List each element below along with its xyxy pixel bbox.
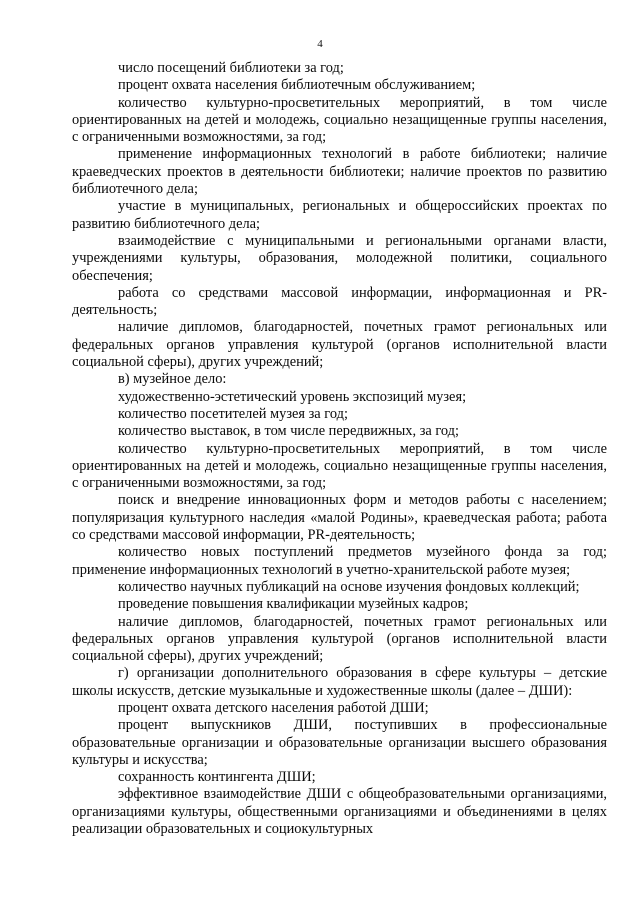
paragraph: количество посетителей музея за год; bbox=[118, 405, 348, 422]
paragraph: участие в муниципальных, региональных и общероссийских проектах по развитию библиотечного дела; bbox=[72, 198, 607, 232]
paragraph: применение информационных технологий в работе библиотеки; наличие краеведческих проектов в деятельности библиотеки; наличие проектов по развитию библиотечного дела; bbox=[72, 146, 607, 198]
paragraph: число посещений библиотеки за год; bbox=[118, 60, 344, 76]
paragraph: процент выпускников ДШИ, поступивших в профессиональные образовательные организации и образовательные организации высшего образования культуры и искусства; bbox=[72, 717, 607, 768]
paragraph: количество научных публикаций на основе изучения фондовых коллекций; bbox=[118, 578, 580, 595]
paragraph: сохранность контингента ДШИ; bbox=[118, 769, 316, 786]
paragraph: количество выставок, в том числе передвижных, за год; bbox=[118, 423, 460, 440]
paragraph: поиск и внедрение инновационных форм и методов работы с населением; популяризация культурного наследия «малой Родины», краеведческая работа; работа со средствами массовой информации, PR-деятельность; bbox=[72, 492, 607, 544]
paragraph: наличие дипломов, благодарностей, почетных грамот региональных или федеральных органов управления культурой (органов исполнительной власти социальной сферы), других учреждений; bbox=[72, 319, 607, 371]
paragraph: взаимодействие с муниципальными и региональными органами власти, учреждениями культуры, образования, молодежной политики, социального обеспечения; bbox=[72, 232, 607, 284]
paragraph: процент охвата населения библиотечным обслуживанием; bbox=[118, 77, 476, 94]
paragraph: художественно-эстетический уровень экспозиций музея; bbox=[118, 388, 467, 405]
paragraph: количество новых поступлений предметов музейного фонда за год; применение информационных технологий в учетно-хранительской работе музея; bbox=[72, 544, 607, 578]
section-heading: г) организации дополнительного образования в сфере культуры – детские школы искусств, детские музыкальные и художественные школы (далее – ДШИ): bbox=[72, 665, 607, 699]
page-body bbox=[72, 60, 607, 838]
paragraph: эффективное взаимодействие ДШИ с общеобразовательными организациями, организациями культуры, общественными организациями и объединениями в целях реализации образовательных и социокультурных bbox=[72, 786, 607, 838]
paragraph: процент охвата детского населения работой ДШИ; bbox=[118, 699, 429, 716]
paragraph: работа со средствами массовой информации, информационная и PR-деятельность; bbox=[72, 284, 607, 319]
page-number: 4 bbox=[317, 38, 323, 50]
paragraph: количество культурно-просветительных мероприятий, в том числе ориентированных на детей и молодежь, социально незащищенные группы населения, с ограниченными возможностями, за год; bbox=[72, 94, 607, 146]
paragraph: количество культурно-просветительных мероприятий, в том числе ориентированных на детей и молодежь, социально незащищенные группы населения, с ограниченными возможностями, за год; bbox=[72, 440, 607, 492]
section-heading: в) музейное дело: bbox=[118, 371, 227, 388]
paragraph: проведение повышения квалификации музейных кадров; bbox=[118, 596, 469, 613]
paragraph: наличие дипломов, благодарностей, почетных грамот региональных или федеральных органов управления культурой (органов исполнительной власти социальной сферы), других учреждений; bbox=[72, 613, 607, 665]
